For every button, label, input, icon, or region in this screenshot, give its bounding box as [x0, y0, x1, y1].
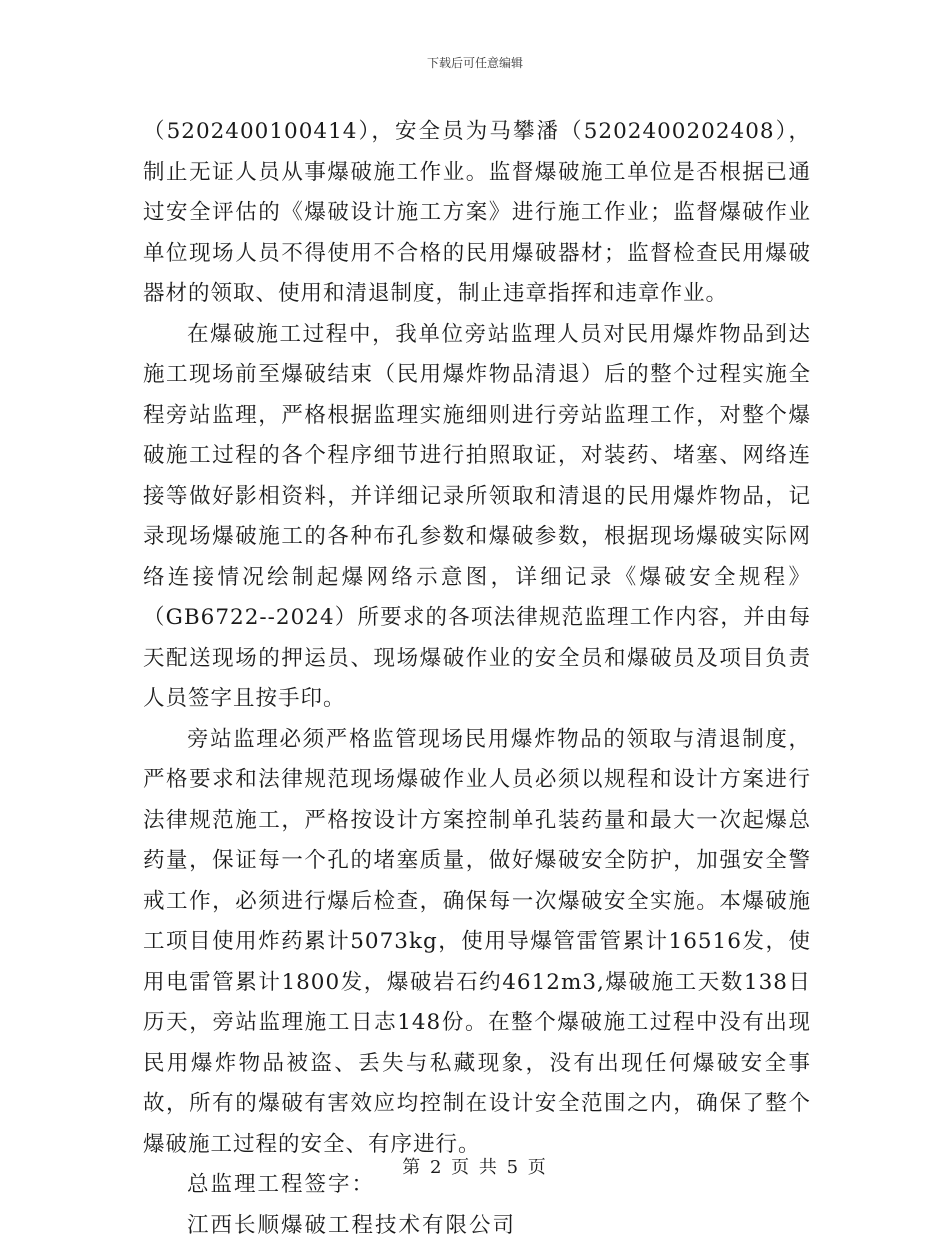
paragraph-3: 旁站监理必须严格监管现场民用爆炸物品的领取与清退制度，严格要求和法律规范现场爆破作业人员必须以规程和设计方案进行法律规范施工，严格按设计方案控制单孔装药量和最大一次起爆总药量，保证每一个孔的堵塞质量，做好爆破安全防护，加强安全警戒工作，必须进行爆后检查，确保每一次爆破安全实施。本爆破施工项目使用炸药累计5073kg，使用导爆管雷管累计16516发，使用电雷管累计1800发，爆破岩石约4612m3,爆破施工天数138日历天，旁站监理施工日志148份。在整个爆破施工过程中没有出现民用爆炸物品被盗、丢失与私藏现象，没有出现任何爆破安全事故，所有的爆破有害效应均控制在设计安全范围之内，确保了整个爆破施工过程的安全、有序进行。	[143, 720, 811, 1166]
paragraph-2: 在爆破施工过程中，我单位旁站监理人员对民用爆炸物品到达施工现场前至爆破结束（民用爆炸物品清退）后的整个过程实施全程旁站监理，严格根据监理实施细则进行旁站监理工作，对整个爆破施工过程的各个程序细节进行拍照取证，对装药、堵塞、网络连接等做好影相资料，并详细记录所领取和清退的民用爆炸物品，记录现场爆破施工的各种布孔参数和爆破参数，根据现场爆破实际网络连接情况绘制起爆网络示意图，详细记录《爆破安全规程》（GB6722--2024）所要求的各项法律规范监理工作内容，并由每天配送现场的押运员、现场爆破作业的安全员和爆破员及项目负责人员签字且按手印。	[143, 315, 811, 720]
body-text	[143, 112, 811, 1246]
page-number: 第 2 页 共 5 页	[0, 1153, 950, 1179]
header-note: 下载后可任意编辑	[0, 54, 950, 71]
paragraph-1: （5202400100414），安全员为马攀潘（5202400202408），制止无证人员从事爆破施工作业。监督爆破施工单位是否根据已通过安全评估的《爆破设计施工方案》进行施工作业；监督爆破作业单位现场人员不得使用不合格的民用爆破器材；监督检查民用爆破器材的领取、使用和清退制度，制止违章指挥和违章作业。	[143, 112, 811, 315]
company-name: 江西长顺爆破工程技术有限公司	[143, 1206, 811, 1246]
signature-label: 总监理工程签字：	[143, 1165, 811, 1206]
